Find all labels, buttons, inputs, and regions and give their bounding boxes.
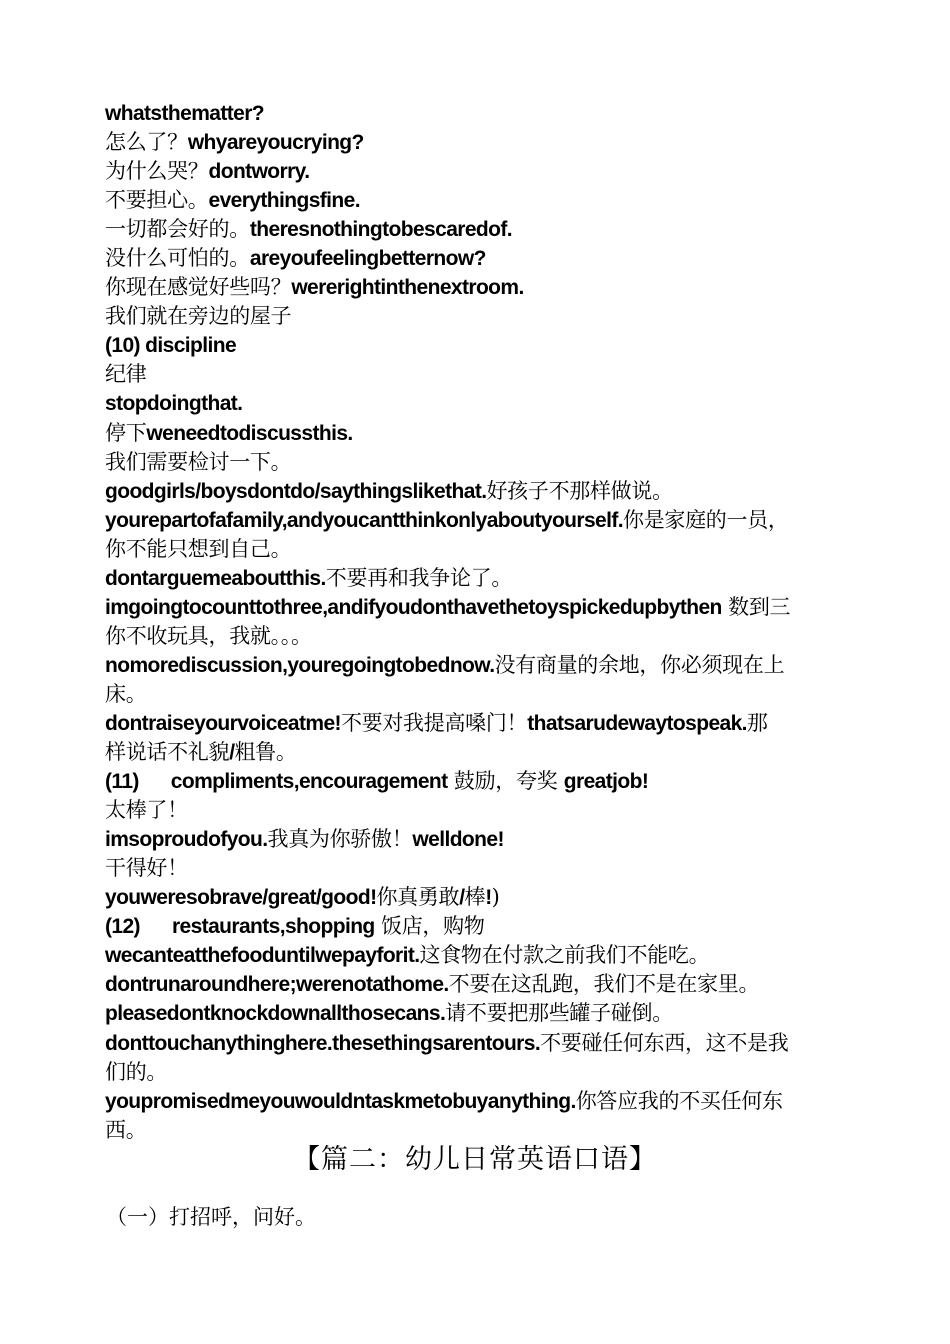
chinese-translation: 一切都会好的。 <box>105 217 250 242</box>
english-phrase: yourepartofafamily,andyoucantthinkonlyaboutyourself. <box>105 508 623 532</box>
chinese-translation: 纪律 <box>105 362 147 387</box>
text-line <box>105 970 857 999</box>
chinese-translation: 我真为你骄傲！ <box>267 827 413 852</box>
english-phrase: restaurants,shopping <box>171 915 375 939</box>
text-line <box>105 128 857 157</box>
chinese-translation: 那 <box>746 710 768 735</box>
english-phrase: stopdoingthat. <box>105 392 243 416</box>
chinese-translation: 停下 <box>105 420 147 445</box>
text-line <box>105 622 857 651</box>
english-phrase: goodgirls/boysdontdo/saythingslikethat. <box>105 479 487 503</box>
english-phrase: imsoproudofyou. <box>105 828 268 852</box>
chinese-translation: 我们就在旁边的屋子 <box>105 304 292 329</box>
text-line <box>105 535 857 564</box>
text-line <box>105 1116 857 1145</box>
chinese-translation: 我们需要检讨一下。 <box>105 449 292 474</box>
text-line <box>105 360 857 389</box>
chinese-translation: 你不能只想到自己。 <box>105 536 292 561</box>
text-line <box>105 825 857 854</box>
chinese-translation: 不要担心。 <box>105 188 209 213</box>
english-phrase: whyareyoucrying? <box>187 131 364 155</box>
english-phrase: pleasedontknockdownallthosecans. <box>105 1002 446 1026</box>
body-text <box>105 99 857 1145</box>
english-phrase: donttouchanythinghere.thesethingsarentours. <box>105 1031 541 1055</box>
english-phrase: youpromisedmeyouwouldntaskmetobuyanything. <box>105 1089 576 1113</box>
text-line <box>105 1087 857 1116</box>
text-line <box>105 883 857 912</box>
chinese-translation: 太棒了！ <box>105 798 188 823</box>
chinese-translation: 干得好！ <box>105 856 188 881</box>
chinese-translation: 棒 <box>464 885 486 910</box>
english-phrase: (10) discipline <box>105 334 237 358</box>
english-phrase: welldone! <box>412 828 504 852</box>
text-line <box>105 448 857 477</box>
english-phrase: dontrunaroundhere;werenotathome. <box>105 973 449 997</box>
chinese-translation: 你现在感觉好些吗？ <box>105 275 292 300</box>
chinese-translation: 鼓励，夸奖 <box>447 769 564 794</box>
chinese-translation: 你不收玩具，我就。。。 <box>105 623 312 648</box>
chinese-translation: 西。 <box>105 1117 147 1142</box>
english-phrase: nomorediscussion,youregoingtobednow. <box>105 653 495 677</box>
english-phrase: wererightinthenextroom. <box>291 276 524 300</box>
english-phrase: dontraiseyourvoiceatme! <box>105 711 341 735</box>
text-line <box>105 709 857 738</box>
text-line <box>105 186 857 215</box>
chinese-translation: 不要再和我争论了。 <box>325 565 513 590</box>
text-line <box>105 1029 857 1058</box>
english-phrase: wecanteatthefooduntilwepayforit. <box>105 944 420 968</box>
text-line <box>105 506 857 535</box>
chinese-translation: 为什么哭？ <box>105 159 209 184</box>
text-line <box>105 419 857 448</box>
english-phrase: / <box>229 741 235 765</box>
chinese-translation: 床。 <box>105 681 147 706</box>
text-line <box>105 1058 857 1087</box>
chinese-translation: 这食物在付款之前我们不能吃。 <box>419 943 710 968</box>
chinese-translation: 怎么了？ <box>105 130 188 155</box>
chinese-translation: 饭店，购物 <box>374 914 485 939</box>
text-line <box>105 999 857 1028</box>
text-line <box>105 796 857 825</box>
english-phrase: compliments,encouragement <box>170 770 448 794</box>
english-phrase: theresnothingtobescaredof. <box>249 218 513 242</box>
english-phrase: ! <box>485 886 492 910</box>
text-line <box>105 854 857 883</box>
text-line <box>105 157 857 186</box>
english-phrase: greatjob! <box>563 770 649 794</box>
text-line <box>105 215 857 244</box>
english-phrase: weneedtodiscussthis. <box>146 421 353 445</box>
subsection-heading: （一）打招呼，问好。 <box>106 1205 316 1229</box>
text-line <box>105 767 857 796</box>
text-line <box>105 593 857 622</box>
text-line <box>105 273 857 302</box>
text-line <box>105 651 857 680</box>
english-phrase: / <box>459 886 465 910</box>
chinese-translation: 没什么可怕的。 <box>105 246 250 271</box>
english-phrase: (12) <box>105 915 140 939</box>
chinese-translation: 你答应我的不买任何东 <box>575 1088 783 1113</box>
chinese-translation: 好孩子不那样做说。 <box>486 478 673 503</box>
chinese-translation: 粗鲁。 <box>234 740 297 765</box>
chinese-translation: 们的。 <box>105 1059 168 1084</box>
chinese-translation: 你是家庭的一员， <box>623 507 789 532</box>
english-phrase: thatsarudewaytospeak. <box>527 711 747 735</box>
chinese-translation: 请不要把那些罐子碰倒。 <box>445 1001 673 1026</box>
english-phrase: dontworry. <box>208 160 310 184</box>
text-line <box>105 564 857 593</box>
english-phrase: areyoufeelingbetternow? <box>249 247 486 271</box>
text-line <box>105 477 857 506</box>
english-phrase: (11) <box>105 770 139 794</box>
chinese-translation: 不要对我提高嗓门！ <box>340 710 528 735</box>
english-phrase: imgoingtocounttothree,andifyoudonthavethetoyspickedupbythen <box>105 595 722 619</box>
chinese-translation: 你真勇敢 <box>376 885 460 910</box>
section-heading: 【篇二：幼儿日常英语口语】 <box>293 1144 657 1175</box>
text-line <box>105 244 857 273</box>
chinese-translation: 没有商量的余地，你必须现在上 <box>494 652 785 677</box>
text-line <box>105 302 857 331</box>
text-line <box>105 389 857 418</box>
english-phrase: youweresobrave/great/good! <box>105 886 377 910</box>
chinese-translation: 数到三 <box>721 594 791 619</box>
chinese-translation: ) <box>491 885 500 910</box>
english-phrase: everythingsfine. <box>208 189 360 213</box>
text-line <box>105 99 857 128</box>
english-phrase: dontarguemeaboutthis. <box>105 566 326 590</box>
text-line <box>105 738 857 767</box>
chinese-translation: 样说话不礼貌 <box>105 740 230 765</box>
text-line <box>105 912 857 941</box>
text-line <box>105 680 857 709</box>
text-line <box>105 941 857 970</box>
chinese-translation: 不要碰任何东西，这不是我 <box>540 1030 789 1055</box>
chinese-translation: 不要在这乱跑，我们不是在家里。 <box>448 972 760 997</box>
text-line <box>105 331 857 360</box>
english-phrase: whatsthematter? <box>105 102 265 125</box>
